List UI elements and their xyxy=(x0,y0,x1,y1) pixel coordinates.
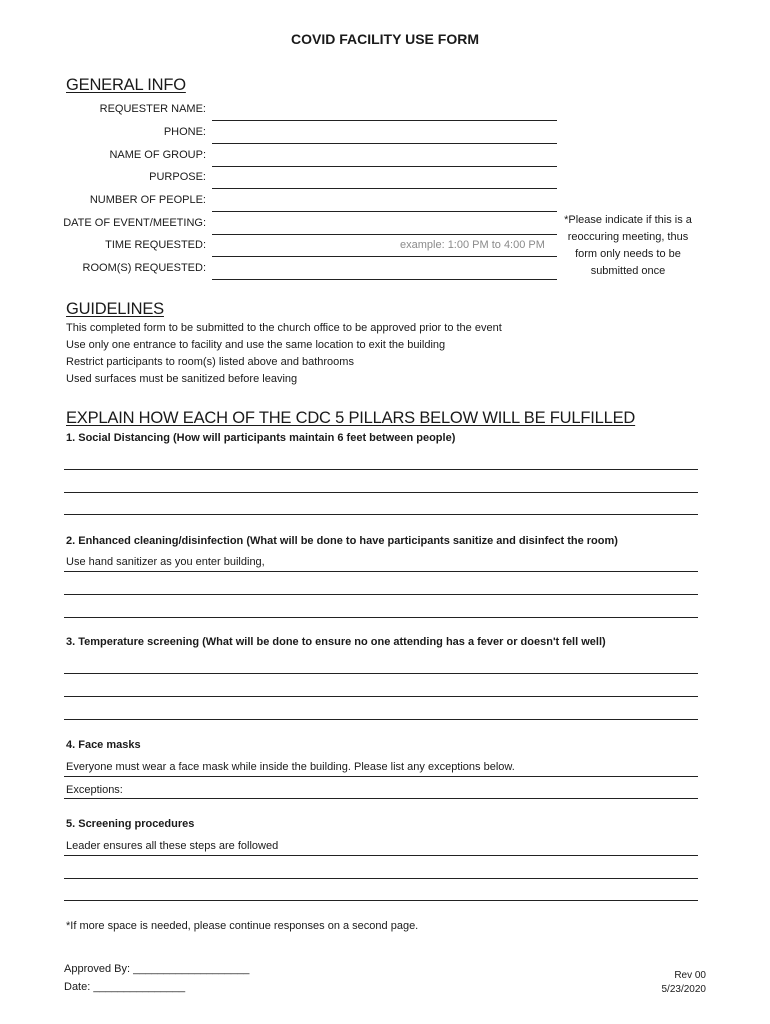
purpose-label: PURPOSE: xyxy=(149,171,206,183)
cleaning-answer: Use hand sanitizer as you enter building, xyxy=(66,556,265,568)
screening-line-2[interactable] xyxy=(64,878,698,879)
number-of-people-label: NUMBER OF PEOPLE: xyxy=(89,194,206,206)
cdc-pillars-heading: EXPLAIN HOW EACH OF THE CDC 5 PILLARS BELOW WILL BE FULFILLED xyxy=(66,409,636,427)
phone-field[interactable] xyxy=(212,143,557,144)
form-title: COVID FACILITY USE FORM xyxy=(291,31,479,47)
purpose-field[interactable] xyxy=(212,188,557,189)
guideline-item: This completed form to be submitted to the church office to be approved prior to the event xyxy=(66,322,502,334)
time-requested-field[interactable] xyxy=(212,256,557,257)
time-requested-label: TIME REQUESTED: xyxy=(105,239,206,251)
requester-name-field[interactable] xyxy=(212,120,557,121)
temperature-line-2[interactable] xyxy=(64,696,698,697)
requester-name-label: REQUESTER NAME: xyxy=(99,103,206,115)
face-masks-answer: Everyone must wear a face mask while inside the building. Please list any exceptions below. xyxy=(66,761,515,773)
time-example-hint: example: 1:00 PM to 4:00 PM xyxy=(400,239,545,251)
guideline-item: Used surfaces must be sanitized before leaving xyxy=(66,373,298,385)
exceptions-label: Exceptions: xyxy=(66,784,123,796)
phone-label: PHONE: xyxy=(163,126,206,138)
rooms-requested-field[interactable] xyxy=(212,279,557,280)
cleaning-question: 2. Enhanced cleaning/disinfection (What will be done to have participants sanitize and disinfect the room) xyxy=(66,535,618,547)
approval-date-field[interactable]: Date: _______________ xyxy=(64,981,186,993)
group-name-field[interactable] xyxy=(212,166,557,167)
cleaning-line-2[interactable] xyxy=(64,594,698,595)
face-masks-question: 4. Face masks xyxy=(66,739,141,751)
cleaning-line-1[interactable] xyxy=(64,571,698,572)
approved-by-field[interactable]: Approved By: ___________________ xyxy=(64,963,250,975)
screening-question: 5. Screening procedures xyxy=(66,818,195,830)
exceptions-line[interactable] xyxy=(64,798,698,799)
temperature-line-1[interactable] xyxy=(64,673,698,674)
social-distancing-line-1[interactable] xyxy=(64,469,698,470)
group-name-label: NAME OF GROUP: xyxy=(109,149,206,161)
recurring-meeting-note: *Please indicate if this is a reoccuring meeting, thus form only needs to be submitted once xyxy=(564,214,692,277)
cleaning-line-3[interactable] xyxy=(64,617,698,618)
temperature-question: 3. Temperature screening (What will be done to ensure no one attending has a fever or doesn't fell well) xyxy=(66,636,606,648)
revision-date: 5/23/2020 xyxy=(661,984,706,995)
social-distancing-question: 1. Social Distancing (How will participants maintain 6 feet between people) xyxy=(66,432,456,444)
screening-answer: Leader ensures all these steps are followed xyxy=(66,840,279,852)
screening-line-1[interactable] xyxy=(64,855,698,856)
revision-number: Rev 00 xyxy=(674,970,706,981)
more-space-note: *If more space is needed, please continue responses on a second page. xyxy=(66,920,419,932)
guideline-item: Use only one entrance to facility and use the same location to exit the building xyxy=(66,339,446,351)
date-of-event-field[interactable] xyxy=(212,234,557,235)
social-distancing-line-2[interactable] xyxy=(64,492,698,493)
rooms-requested-label: ROOM(S) REQUESTED: xyxy=(82,262,206,274)
temperature-line-3[interactable] xyxy=(64,719,698,720)
guideline-item: Restrict participants to room(s) listed above and bathrooms xyxy=(66,356,354,368)
number-of-people-field[interactable] xyxy=(212,211,557,212)
face-masks-line-1[interactable] xyxy=(64,776,698,777)
social-distancing-line-3[interactable] xyxy=(64,514,698,515)
screening-line-3[interactable] xyxy=(64,900,698,901)
guidelines-heading: GUIDELINES xyxy=(66,300,164,318)
date-of-event-label: DATE OF EVENT/MEETING: xyxy=(63,217,206,229)
general-info-heading: GENERAL INFO xyxy=(66,76,186,94)
